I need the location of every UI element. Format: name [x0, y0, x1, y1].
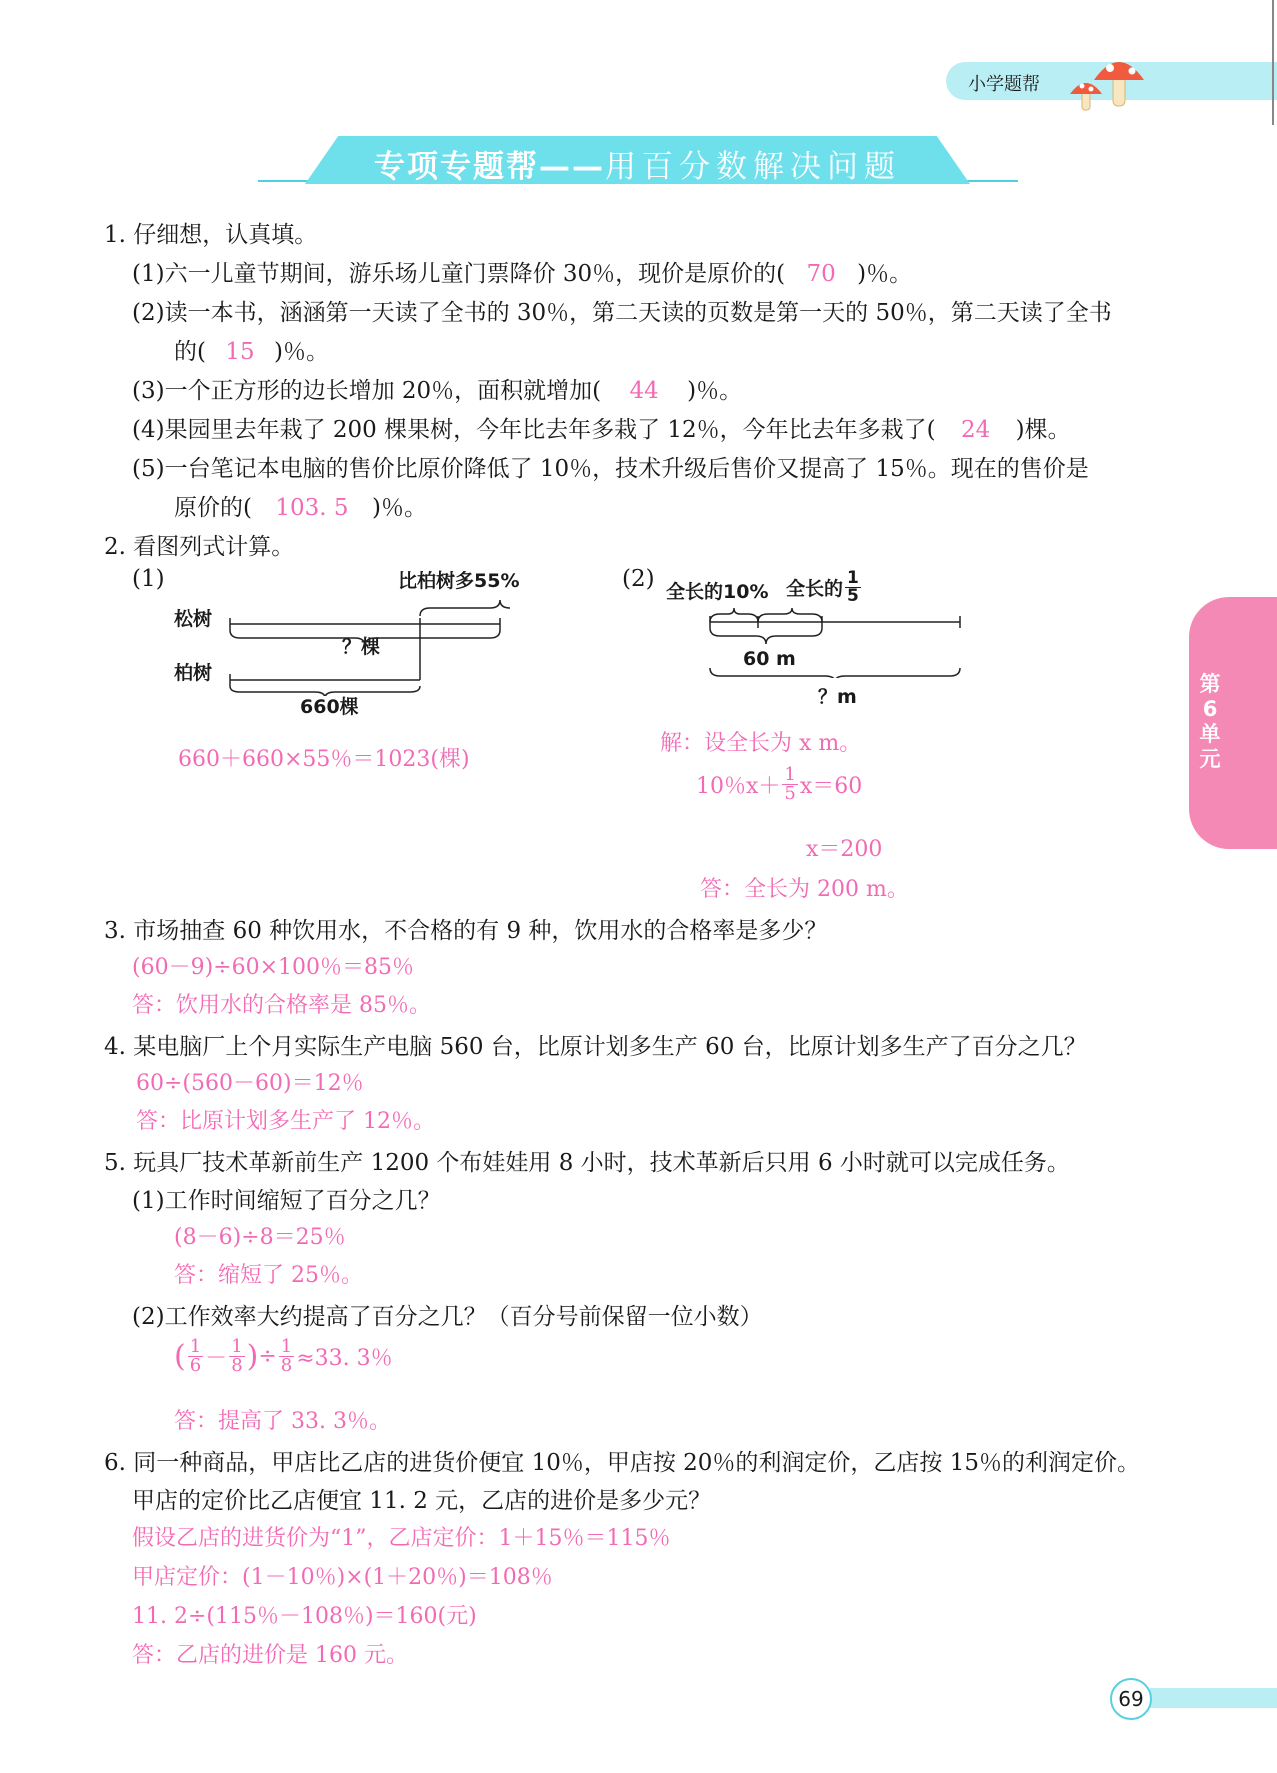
d2-top-b-text: 全长的: [786, 578, 844, 600]
q1-item-1: [132, 255, 912, 288]
frac-1-8: [229, 1338, 244, 1375]
unit-tab-char: 6: [1202, 697, 1218, 721]
d2-equation: [696, 766, 862, 803]
mushroom-icon: [1060, 44, 1150, 114]
d1-top-label: 比柏树多55%: [398, 570, 520, 592]
title-sub: 用百分数解决问题: [605, 149, 901, 185]
d2-solution-4: 答：全长为 200 m。: [700, 877, 909, 902]
q4-title: 4. 某电脑厂上个月实际生产电脑 560 台，比原计划多生产 60 台，比原计划多生产了百分之几？: [104, 1034, 1087, 1060]
title-main: 专项专题帮: [374, 149, 539, 185]
q1-2-text: 的(: [174, 339, 206, 365]
edge-rule: [1272, 0, 1274, 125]
d2-top-a: 全长的10%: [666, 581, 769, 603]
q1-5-tail: )％。: [371, 495, 427, 521]
q1-item-4: [132, 411, 1071, 444]
brace-extra: [420, 600, 510, 616]
q1-title: 1. 仔细想，认真填。: [104, 222, 318, 248]
q6-answer-3: 11. 2÷(115％－108％)＝160(元): [132, 1604, 477, 1629]
paren-close: ): [246, 1339, 259, 1374]
q2-d1-label: (1): [132, 566, 165, 592]
q3-title: 3. 市场抽查 60 种饮用水，不合格的有 9 种，饮用水的合格率是多少？: [104, 918, 828, 944]
q5-p1-answer-2: 答：缩短了 25％。: [174, 1263, 363, 1288]
frac-num: 1: [784, 764, 796, 785]
q1-item-5-line2: [174, 489, 427, 522]
frac-num: 1: [231, 1336, 243, 1357]
q1-3-answer: 44: [629, 378, 659, 404]
d1-row1-label: 松树: [174, 608, 213, 630]
q1-4-tail: )棵。: [1015, 417, 1071, 443]
q3-answer-1: (60－9)÷60×100％＝85％: [132, 955, 415, 980]
brand-label: 小学题帮: [968, 74, 1040, 95]
title-dash: ——: [539, 149, 605, 185]
q4-answer-2: 答：比原计划多生产了 12％。: [136, 1109, 435, 1134]
q1-item-5-line1: (5)一台笔记本电脑的售价比原价降低了 10％，技术升级后售价又提高了 15％。现在的售价是: [132, 456, 1089, 482]
d1-mid-label: ？棵: [342, 636, 381, 658]
unit-tab-char: 第: [1199, 672, 1221, 696]
eq-part-a: 10％x＋: [696, 774, 781, 799]
q1-1-answer: 70: [806, 261, 836, 287]
frac-1-6: [188, 1338, 203, 1375]
unit-tab-char: 元: [1199, 747, 1221, 771]
d2-mid-label: 60 m: [743, 648, 796, 670]
frac-num: 1: [280, 1336, 293, 1357]
q1-1-tail: )％。: [857, 261, 913, 287]
brace-60m: [710, 628, 822, 644]
divide-sign: ÷: [258, 1344, 277, 1369]
frac-den: 5: [784, 783, 796, 804]
q1-3-text: (3)一个正方形的边长增加 20％，面积就增加(: [132, 378, 602, 404]
eq-fraction: [782, 766, 797, 803]
brace-10pct: [710, 608, 758, 622]
q5-p2-answer-2: 答：提高了 33. 3％。: [174, 1409, 391, 1434]
frac-den: 6: [189, 1355, 202, 1376]
minus-sign: －: [205, 1346, 228, 1371]
frac-1-8-b: [279, 1338, 294, 1375]
brace-pine: [230, 630, 500, 646]
frac-den: 8: [231, 1355, 243, 1376]
q6-line-1: 6. 同一种商品，甲店比乙店的进货价便宜 10％，甲店按 20％的利润定价，乙店按 15％的利润定价。: [104, 1450, 1140, 1476]
unit-tab-char: 单: [1199, 722, 1221, 746]
paren-open: (: [174, 1339, 186, 1374]
d1-answer: 660＋660×55％＝1023(棵): [178, 747, 470, 772]
page-title: [305, 141, 970, 186]
d1-row2-label: 柏树: [174, 662, 213, 684]
q6-answer-4: 答：乙店的进价是 160 元。: [132, 1643, 408, 1668]
frac-num: 1: [189, 1336, 202, 1357]
q4-answer-1: 60÷(560－60)＝12％: [136, 1071, 364, 1096]
q3-answer-2: 答：饮用水的合格率是 85％。: [132, 993, 431, 1018]
q5-part2: (2)工作效率大约提高了百分之几？（百分号前保留一位小数）: [132, 1304, 763, 1330]
q6-answer-2: 甲店定价：(1－10％)×(1＋20％)＝108％: [132, 1565, 553, 1590]
formula-result: ≈33. 3％: [296, 1346, 393, 1371]
q1-2-answer: 15: [225, 339, 255, 365]
q1-item-2-line1: (2)读一本书，涵涵第一天读了全书的 30％，第二天读的页数是第一天的 50％，第二天读了全书: [132, 300, 1112, 326]
d1-bottom-label: 660棵: [300, 696, 359, 718]
q1-3-tail: )％。: [687, 378, 743, 404]
q6-line-2: 甲店的定价比乙店便宜 11. 2 元，乙店的进价是多少元？: [132, 1488, 712, 1514]
unit-tab-label: [1196, 672, 1224, 772]
q1-item-3: [132, 372, 742, 405]
q6-answer-1: 假设乙店的进货价为“1”，乙店定价：1＋15％＝115％: [132, 1526, 671, 1551]
d2-solution-3: x＝200: [806, 837, 883, 862]
d2-solution-1: 解：设全长为 x m。: [660, 731, 862, 756]
q2-title: 2. 看图列式计算。: [104, 534, 295, 560]
frac-num: 1: [847, 568, 859, 588]
q5-p1-answer-1: (8－6)÷8＝25％: [174, 1225, 346, 1250]
frac-den: 8: [280, 1355, 293, 1376]
q1-1-text: (1)六一儿童节期间，游乐场儿童门票降价 30％，现价是原价的(: [132, 261, 786, 287]
eq-part-b: x＝60: [799, 774, 863, 799]
q5-p2-formula: [174, 1338, 393, 1375]
q1-5-text: 原价的(: [174, 495, 252, 521]
q1-5-answer: 103. 5: [275, 495, 349, 521]
page-number: 69: [1110, 1678, 1152, 1720]
segment-diagram-1: [220, 586, 510, 696]
q5-part1: (1)工作时间缩短了百分之几？: [132, 1188, 441, 1214]
q1-item-2-line2: [174, 333, 329, 366]
d2-bottom-label: ？m: [818, 686, 857, 708]
segment-diagram-2: [700, 600, 970, 678]
q1-2-tail: )％。: [273, 339, 329, 365]
footer-band: [1150, 1688, 1277, 1708]
q5-title: 5. 玩具厂技术革新前生产 1200 个布娃娃用 8 小时，技术革新后只用 6 小时就可以完成任务。: [104, 1150, 1070, 1176]
brace-fifth: [758, 608, 822, 622]
q1-4-text: (4)果园里去年栽了 200 棵果树，今年比去年多栽了 12％，今年比去年多栽了(: [132, 417, 936, 443]
frac-den: 5: [847, 586, 859, 606]
q1-4-answer: 24: [961, 417, 991, 443]
q2-d2-label: (2): [622, 566, 655, 592]
